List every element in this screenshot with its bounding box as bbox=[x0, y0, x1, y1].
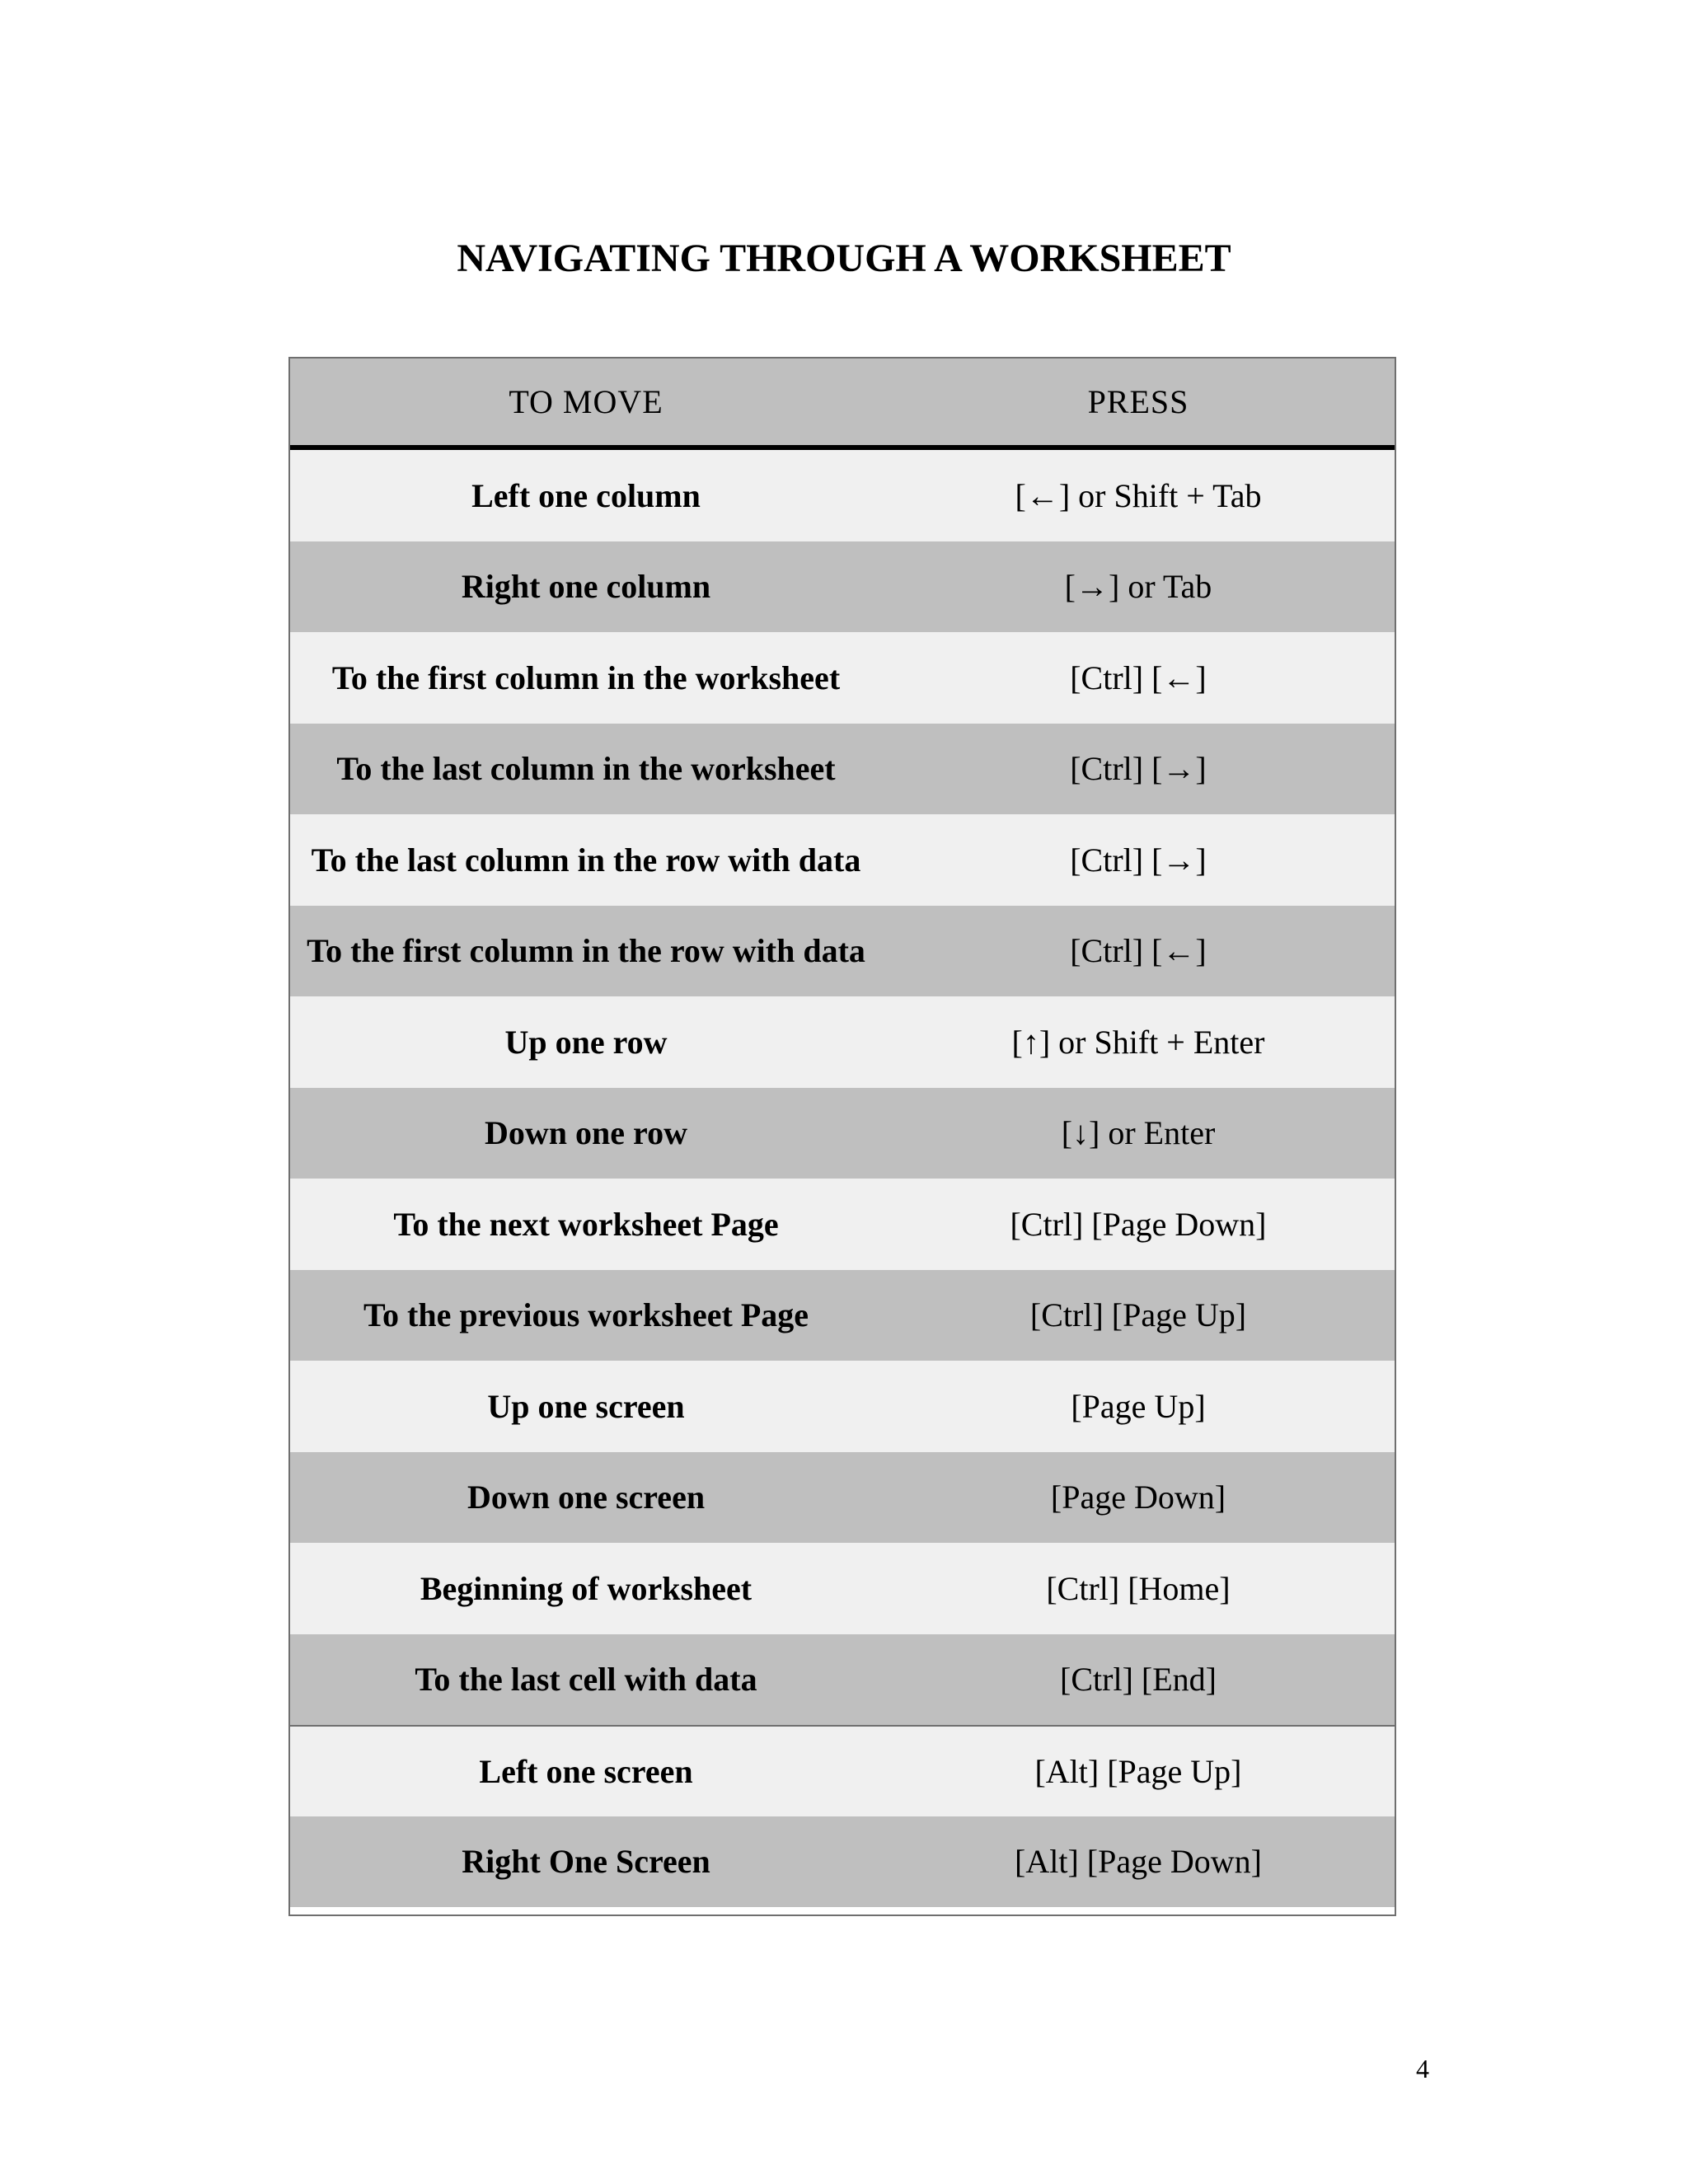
table-row bbox=[290, 1361, 1395, 1452]
table-row bbox=[290, 1270, 1395, 1361]
page-title: NAVIGATING THROUGH A WORKSHEET bbox=[457, 237, 1231, 280]
press-cell: [Alt] [Page Up] bbox=[1034, 1752, 1242, 1790]
press-cell: [Ctrl] [End] bbox=[1060, 1661, 1217, 1699]
move-cell: Down one screen bbox=[467, 1479, 706, 1516]
page-number: 4 bbox=[1416, 2054, 1429, 2083]
move-cell: To the first column in the worksheet bbox=[331, 658, 841, 696]
press-cell: [Ctrl] [←] bbox=[1070, 932, 1207, 970]
press-cell: [←] or Shift + Tab bbox=[1015, 476, 1262, 514]
press-cell: [Ctrl] [Page Down] bbox=[1010, 1205, 1267, 1243]
table-row bbox=[290, 724, 1395, 815]
move-cell: Beginning of worksheet bbox=[420, 1569, 753, 1607]
table-row bbox=[290, 1452, 1395, 1544]
press-cell: [Ctrl] [→] bbox=[1070, 750, 1207, 788]
header-press: PRESS bbox=[1087, 383, 1189, 420]
move-cell: Right One Screen bbox=[462, 1843, 710, 1881]
move-cell: To the last column in the worksheet bbox=[336, 750, 836, 788]
table-row bbox=[290, 632, 1395, 724]
move-cell: To the last column in the row with data bbox=[311, 841, 861, 879]
move-cell: To the last cell with data bbox=[415, 1661, 757, 1699]
press-cell: [Ctrl] [→] bbox=[1070, 841, 1207, 879]
press-cell: [→] or Tab bbox=[1064, 568, 1212, 606]
move-cell: To the next worksheet Page bbox=[393, 1205, 779, 1243]
table-row bbox=[290, 814, 1395, 906]
table-header bbox=[290, 359, 1395, 450]
move-cell: To the first column in the row with data bbox=[307, 932, 865, 970]
table-row bbox=[290, 1816, 1395, 1908]
table-row bbox=[290, 541, 1395, 633]
press-cell: [Ctrl] [←] bbox=[1070, 658, 1207, 696]
press-cell: [Ctrl] [Home] bbox=[1046, 1569, 1231, 1607]
shortcut-table bbox=[288, 357, 1396, 1916]
press-cell: [Ctrl] [Page Up] bbox=[1029, 1296, 1247, 1334]
move-cell: To the previous worksheet Page bbox=[363, 1296, 809, 1334]
press-cell: [Page Up] bbox=[1071, 1387, 1206, 1425]
press-cell: [↑] or Shift + Enter bbox=[1011, 1023, 1265, 1061]
move-cell: Up one row bbox=[504, 1023, 668, 1061]
press-cell: [Alt] [Page Down] bbox=[1015, 1843, 1262, 1881]
move-cell: Left one column bbox=[471, 476, 701, 514]
table-row bbox=[290, 450, 1395, 541]
table-row bbox=[290, 1634, 1395, 1726]
move-cell: Up one screen bbox=[487, 1387, 685, 1425]
table-row bbox=[290, 1725, 1395, 1816]
move-cell: Left one screen bbox=[479, 1752, 693, 1790]
press-cell: [Page Down] bbox=[1050, 1479, 1226, 1516]
table-row bbox=[290, 1543, 1395, 1634]
press-cell: [↓] or Enter bbox=[1061, 1114, 1216, 1152]
table-row bbox=[290, 1179, 1395, 1270]
header-to-move: TO MOVE bbox=[509, 383, 663, 420]
table-row bbox=[290, 1088, 1395, 1179]
table-row bbox=[290, 996, 1395, 1088]
table-row bbox=[290, 906, 1395, 997]
move-cell: Down one row bbox=[485, 1114, 687, 1152]
move-cell: Right one column bbox=[461, 568, 711, 606]
